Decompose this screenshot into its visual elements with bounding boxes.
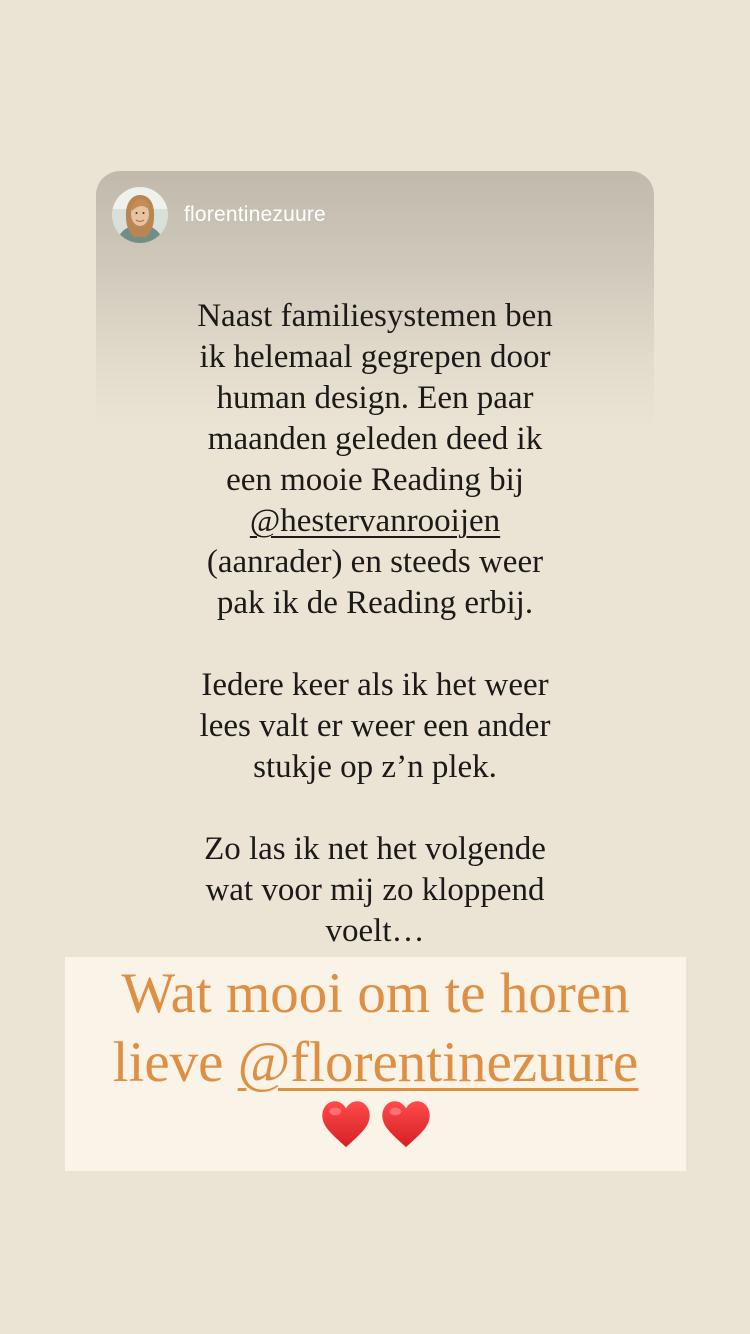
- avatar-image: [112, 187, 168, 243]
- username[interactable]: florentinezuure: [184, 203, 326, 226]
- reply-prefix: lieve: [112, 1031, 224, 1094]
- mention-link[interactable]: @hestervanrooijen: [249, 503, 501, 539]
- heart-emoji-group: [65, 1095, 686, 1153]
- post-line: [116, 501, 634, 542]
- reply-caption: [65, 959, 686, 1097]
- post-line: wat voor mij zo kloppend: [205, 872, 545, 908]
- post-line: Iedere keer als ik het weer: [201, 667, 549, 703]
- reply-mention-link[interactable]: @florentinezuure: [237, 1031, 639, 1094]
- post-paragraph: [116, 829, 634, 952]
- post-line: een mooie Reading bij: [226, 462, 524, 498]
- post-line: lees valt er weer een ander: [199, 708, 551, 744]
- reply-caption-box: [65, 957, 686, 1171]
- heart-icon: [377, 1095, 435, 1153]
- post-line: (aanrader) en steeds weer: [206, 544, 544, 580]
- post-line: pak ik de Reading erbij.: [216, 585, 534, 621]
- reply-line-2: [65, 1028, 686, 1097]
- post-line: maanden geleden deed ik: [207, 421, 543, 457]
- post-line: Naast familiesystemen ben: [197, 298, 553, 334]
- post-line: Zo las ik net het volgende: [204, 831, 546, 867]
- post-line: ik helemaal gegrepen door: [199, 339, 551, 375]
- post-paragraph: [116, 296, 634, 624]
- post-line: voelt…: [325, 913, 425, 949]
- post-caption: [116, 296, 634, 952]
- post-line: human design. Een paar: [216, 380, 534, 416]
- avatar[interactable]: [112, 187, 168, 243]
- post-line: stukje op z’n plek.: [253, 749, 497, 785]
- reply-line-1: Wat mooi om te horen: [121, 962, 630, 1025]
- shared-post-card[interactable]: [96, 171, 654, 961]
- heart-icon: [317, 1095, 375, 1153]
- post-paragraph: [116, 665, 634, 788]
- post-header[interactable]: [112, 187, 326, 243]
